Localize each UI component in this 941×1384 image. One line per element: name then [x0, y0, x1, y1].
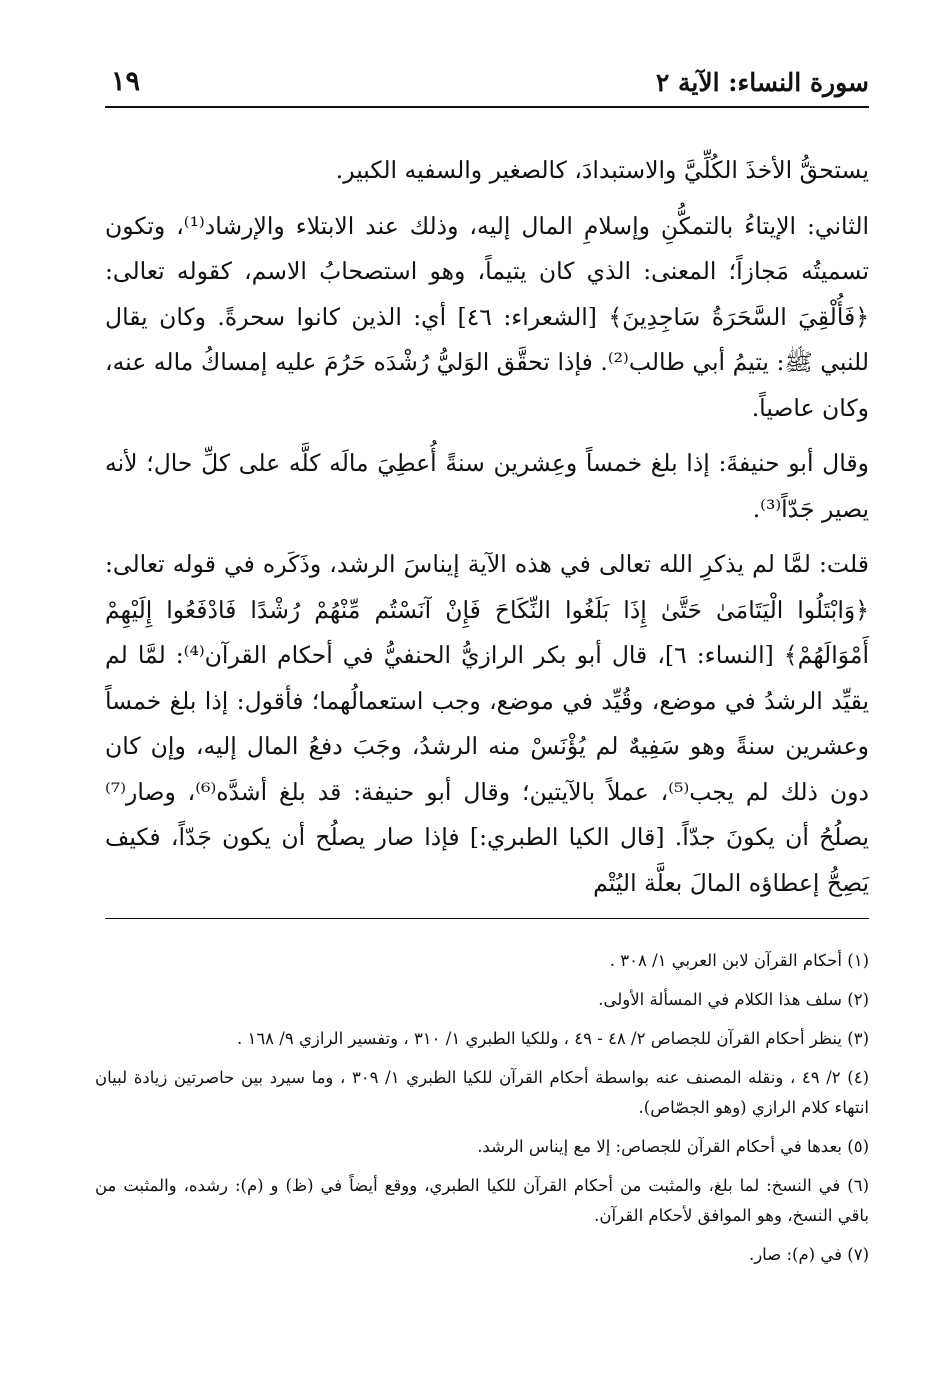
main-text [105, 148, 869, 906]
surah-title: سورة النساء: الآية ٢ [655, 68, 869, 97]
footnotes [95, 946, 869, 1279]
footnote: (٣) ينظر أحكام القرآن للجصاص ٢/ ٤٨ - ٤٩ ، وللكيا الطبري ١/ ٣١٠ ، وتفسير الرازي ٩/ ١٦٨ . [236, 1029, 869, 1048]
footnote: (٢) سلف هذا الكلام في المسألة الأولى. [598, 990, 869, 1009]
paragraph: يستحقُّ الأخذَ الكُلِّيَّ والاستبدادَ، كالصغير والسفيه الكبير. [335, 156, 869, 184]
paragraph: وقال أبو حنيفةَ: إذا بلغ خمساً وعِشرين سنةً أُعطِيَ مالَه كلَّه على كلِّ حال؛ لأنه يصير جَدّاً⁽³⁾. [105, 449, 869, 523]
footnote: (٥) بعدها في أحكام القرآن للجصاص: إلا مع إيناس الرشد. [477, 1137, 869, 1156]
footnote: (١) أحكام القرآن لابن العربي ١/ ٣٠٨ . [609, 951, 869, 970]
paragraph: قلت: لمَّا لم يذكرِ الله تعالى في هذه الآية إيناسَ الرشد، وذَكَره في قوله تعالى: ﴿وَابْتَلُوا الْيَتَامَىٰ حَتَّىٰ إِذَا بَلَغُوا النِّكَاحَ فَإِنْ آنَسْتُم مِّنْهُمْ رُشْدًا فَادْفَعُوا إِلَيْهِمْ أَمْوَالَهُمْ﴾ [النساء: ٦]، قال أبو بكر الرازيُّ الحنفيُّ في أحكام القرآن⁽⁴⁾: لمَّا لم يقيِّد الرشدُ في موضع، وقُيِّد في موضع، وجب استعمالُهما؛ فأقول: إذا بلغ خمساً وعشرين سنةً وهو سَفِيهٌ لم يُؤْنَسْ منه الرشدُ، وجَبَ دفعُ المال إليه، وإن كان دون ذلك لم يجب⁽⁵⁾، عملاً بالآيتين؛ وقال أبو حنيفة: قد بلغ أشدَّه⁽⁶⁾، وصار⁽⁷⁾ يصلُحُ أن يكونَ جدّاً. [قال الكيا الطبري:] فإذا صار يصلُح أن يكون جَدّاً، فكيف يَصِحُّ إعطاؤه المالَ بعلَّة اليُتْم [105, 550, 869, 897]
footnote-separator [105, 918, 869, 919]
paragraph: الثاني: الإيتاءُ بالتمكُّنِ وإسلامِ المال إليه، وذلك عند الابتلاء والإرشاد⁽¹⁾، وتكون تسميتُه مَجازاً؛ المعنى: الذي كان يتيماً، وهو استصحابُ الاسم، كقوله تعالى: ﴿فَأُلْقِيَ السَّحَرَةُ سَاجِدِينَ﴾ [الشعراء: ٤٦] أي: الذين كانوا سحرةً. وكان يقال للنبي ﷺ: يتيمُ أبي طالب⁽²⁾. فإذا تحقَّق الوَليُّ رُشْدَه حَرُمَ عليه إمساكُ ماله عنه، وكان عاصياً. [105, 211, 870, 422]
page-number: ١٩ [111, 66, 141, 97]
footnote: (٦) في النسخ: لما بلغ، والمثبت من أحكام القرآن للكيا الطبري، ووقع أيضاً في (ظ) و (م): رشده، والمثبت من باقي النسخ، وهو الموافق لأحكام القرآن. [95, 1176, 869, 1225]
footnote: (٧) في (م): صار. [748, 1245, 869, 1264]
running-header [105, 64, 869, 108]
footnote: (٤) ٢/ ٤٩ ، ونقله المصنف عنه بواسطة أحكام القرآن للكيا الطبري ١/ ٣٠٩ ، وما سيرد بين حاصرتين زيادة لبيان انتهاء كلام الرازي (وهو الجصّاص). [95, 1068, 870, 1117]
